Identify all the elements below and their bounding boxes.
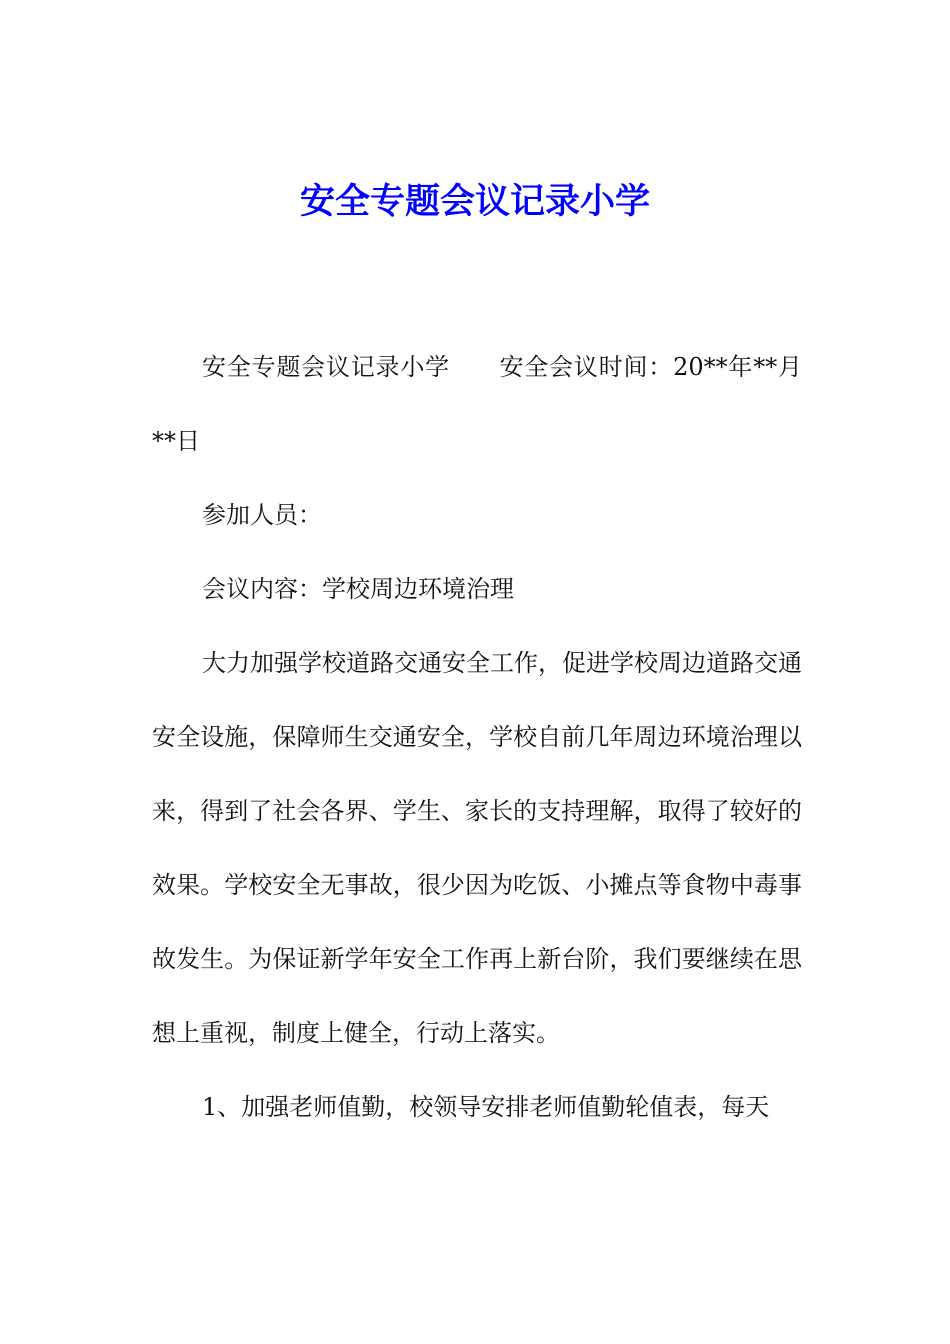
paragraph-participants: 参加人员：: [202, 501, 322, 529]
document-title: 安全专题会议记录小学: [299, 182, 650, 222]
paragraph-meeting-content: 会议内容：学校周边环境治理: [202, 575, 514, 603]
paragraph-item-1: 1、加强老师值勤，校领导安排老师值勤轮值表，每天: [202, 1093, 770, 1121]
paragraph-main-text: 大力加强学校道路交通安全工作，促进学校周边道路交通安全设施，保障师生交通安全，学校自前几年周边环境治理以来，得到了社会各界、学生、家长的支持理解，取得了较好的效果。学校安全无事故，很少因为吃饭、小摊点等食物中毒事故发生。为保证新学年安全工作再上新台阶，我们要继续在思想上重视，制度上健全，行动上落实。: [152, 649, 802, 1047]
paragraph-meeting-header: 安全专题会议记录小学 安全会议时间：20**年**月**日: [152, 353, 802, 455]
document-body: [152, 330, 802, 1144]
